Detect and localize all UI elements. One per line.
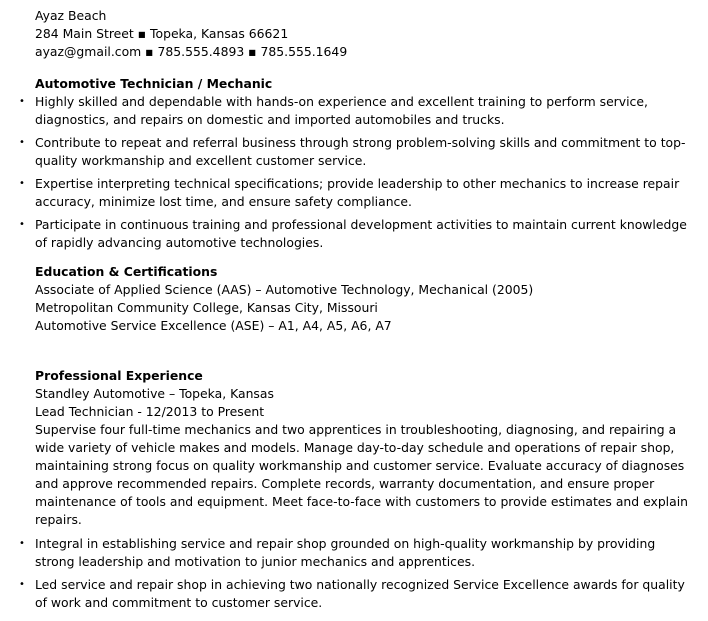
contact-name: Ayaz Beach <box>35 8 107 23</box>
summary-title: Automotive Technician / Mechanic <box>35 76 273 91</box>
summary-section <box>19 75 695 252</box>
contact-email-phones: ayaz@gmail.com ▪ 785.555.4893 ▪ 785.555.1649 <box>35 44 348 59</box>
position-line: Lead Technician - 12/2013 to Present <box>35 404 265 419</box>
bullet-icon: • <box>19 178 25 189</box>
bullet-icon: • <box>19 96 25 107</box>
bullet-icon: • <box>19 219 25 230</box>
bullet-icon: • <box>19 579 25 590</box>
resume-document <box>19 7 695 617</box>
summary-bullet-text: Expertise interpreting technical specifications; provide leadership to other mechanics to increase repair accuracy, minimize lost time, and ensure safety compliance. <box>35 176 680 209</box>
education-line: Associate of Applied Science (AAS) – Automotive Technology, Mechanical (2005) <box>35 282 534 297</box>
list-item <box>19 175 695 211</box>
summary-bullet-text: Highly skilled and dependable with hands-on experience and excellent training to perform service, diagnostics, and repairs on domestic and imported automobiles and trucks. <box>35 94 648 127</box>
bullet-icon: • <box>19 538 25 549</box>
education-title: Education & Certifications <box>35 264 218 279</box>
summary-bullet-text: Contribute to repeat and referral business through strong problem-solving skills and commitment to top-quality workmanship and excellent customer service. <box>35 135 686 168</box>
contact-address: 284 Main Street ▪ Topeka, Kansas 66621 <box>35 26 289 41</box>
list-item <box>19 93 695 129</box>
experience-bullet-text: Integral in establishing service and repair shop grounded on high-quality workmanship by providing strong leadership and motivation to junior mechanics and apprentices. <box>35 536 656 569</box>
contact-block <box>35 7 695 61</box>
spacer <box>35 61 695 75</box>
list-item <box>19 535 695 571</box>
summary-bullet-text: Participate in continuous training and professional development activities to maintain current knowledge of rapidly advancing automotive technologies. <box>35 217 687 250</box>
bullet-icon: • <box>19 137 25 148</box>
list-item <box>19 134 695 170</box>
spacer <box>35 335 695 367</box>
experience-bullet-text: Led service and repair shop in achieving two nationally recognized Service Excellence awards for quality of work and commitment to customer service. <box>35 577 685 610</box>
education-section <box>35 263 695 335</box>
employer-line: Standley Automotive – Topeka, Kansas <box>35 386 274 401</box>
experience-section <box>19 367 695 612</box>
experience-bullet-list <box>19 535 695 612</box>
experience-title: Professional Experience <box>35 368 203 383</box>
education-line: Metropolitan Community College, Kansas City, Missouri <box>35 300 378 315</box>
education-line: Automotive Service Excellence (ASE) – A1, A4, A5, A6, A7 <box>35 318 392 333</box>
summary-bullet-list <box>19 93 695 252</box>
list-item <box>19 576 695 612</box>
list-item <box>19 216 695 252</box>
job-description: Supervise four full-time mechanics and two apprentices in troubleshooting, diagnosing, and repairing a wide variety of vehicle makes and models. Manage day-to-day schedule and operations of repair shop, maintaining strong focus on quality workmanship and customer service. Evaluate accuracy of diagnoses and approve recommended repairs. Complete records, warranty documentation, and ensure proper maintenance of tools and equipment. Meet face-to-face with customers to provide estimates and explain repairs. <box>35 422 689 527</box>
